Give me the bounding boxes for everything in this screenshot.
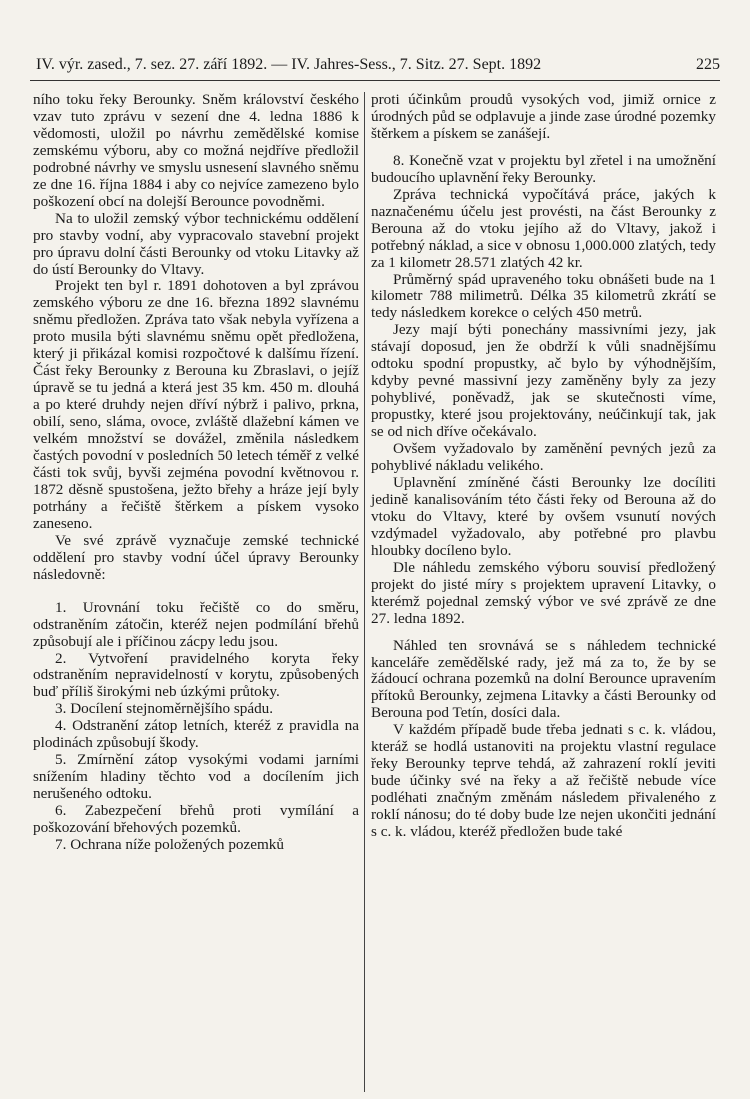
paragraph: Dle náhledu zemského výboru souvisí předložený projekt do jisté míry s projektem upravení Litavky, o kterémž pojednal zemský výbor ve své zprávě ze dne 27. ledna 1892. [371,558,716,627]
list-item: 7. Ochrana níže položených pozemků [55,835,284,853]
list-item: 4. Odstranění zátop letních, kteréž z pravidla na plodinách způsobují škody. [33,717,359,752]
list-item: 1. Urovnání toku řečiště co do směru, odstraněním zátočin, kteréž nejen podmílání břehů způsobují ale i příčinou zácpy ledu jsou. [33,598,359,650]
list-item: 6. Zabezpečení břehů proti vymílání a poškozování břehových pozemků. [33,802,359,837]
paragraph: Náhled ten srovnává se s náhledem technické kanceláře zemědělské rady, jež má za to, že by se žádoucí ochrana pozemků na dolní Berounce upravením přítoků Berounky, zejmena Litavky a části Berounky od Berouna pod Tetín, dosíci dala. [371,636,716,722]
paragraph: Jezy mají býti ponechány massivními jezy, jak stávají doposud, jen že obdrží k vůli snadnějšímu odtoku spodní propustky, ač bylo by výhodnějším, kdyby pevné massivní jezy zaměněny byly za jezy pohyblivé, poněvadž, jak se skutečnosti víme, propustky, které jsou projektovány, neúčinkují tak, jak se od nich dříve očekávalo. [371,321,716,441]
column-divider [364,92,365,1092]
paragraph: Ve své zprávě vyznačuje zemské technické oddělení pro stavby vodní účel úpravy Berounky následovně: [33,531,359,583]
paragraph: ního toku řeky Berounky. Sněm království českého vzav tuto zprávu v sezení dne 4. ledna 1886 k vědomosti, uložil po návrhu zemědělské komise zemskému výboru, aby co možná nejdříve předložil podrobné návrhy ve smyslu usnesení slavného sněmu ze dne 16. října 1884 i aby co nejvíce zamezeno bylo poškození obcí na dolejší Berounce povodněmi. [33,91,359,210]
paragraph: proti účinkům proudů vysokých vod, jimiž ornice z úrodných půd se odplavuje a jinde zase úrodné pozemky štěrkem a pískem se zanášejí. [371,91,716,142]
list-item: 8. Konečně vzat v projektu byl zřetel i na umožnění budoucího uplavnění řeky Berounky. [371,151,716,186]
page-number: 225 [696,56,720,73]
header-title: IV. výr. zased., 7. sez. 27. září 1892. — IV. Jahres-Sess., 7. Sitz. 27. Sept. 1892 [36,56,542,73]
header-rule [30,80,720,81]
paragraph: Uplavnění zmíněné části Berounky lze docíliti jedině kanalisováním této části řeky od Berouna až do vtoku do Vltavy, které by ovšem vsunutí nových vzdýmadel vyžadovalo, aby potřebné pro plavbu hloubky docíleno bylo. [371,473,716,559]
paragraph: Průměrný spád upraveného toku obnášeti bude na 1 kilometr 788 milimetrů. Délka 35 kilometrů zkrátí se tedy následkem korekce o celých 450 metrů. [371,270,716,322]
right-column [371,92,716,841]
left-column [33,92,359,854]
paragraph: V každém případě bude třeba jednati s c. k. vládou, kteráž se hodlá ustanoviti na projektu vlastní regulace řeky Berounky teprve tehdá, až zahrazení roklí jeviti bude účinky své na řeky a až řečiště nebude více podléhati značným změnám následem přivaleného z roklí nánosu; do té doby bude lze nejen ukončiti jednání s c. k. vládou, kteréž předložen bude také [371,721,716,841]
list-item: 2. Vytvoření pravidelného koryta řeky odstraněním nepravidelností v korytu, způsobených buď příliš širokými neb úzkými průtoky. [33,649,359,701]
paragraph: Projekt ten byl r. 1891 dohotoven a byl zprávou zemského výboru ze dne 16. března 1892 slavnému sněmu předložen. Zpráva tato však nebyla vyřízena a proto musila býti slavnému sněmu opět předložena, který ji přikázal komisi rozpočtové k dalšímu řízení. Část řeky Berounky z Berouna ku Zbraslavi, o jejíž úpravě se tu jedná a která jest 35 km. 450 m. dlouhá a po které druhdy nejen dříví nýbrž i palivo, prkna, obilí, seno, sláma, ovoce, zvláště dlažební kámen ve velkém množství se dovážel, změnila následkem častých povodní v posledních 50 letech téměř z velké části tok svůj, byvši zejména povodní květnovou r. 1872 děsně spustošena, ježto břehy a hráze její byly potrhány a řečiště štěrkem a pískem vysoko zaneseno. [33,277,359,532]
list-item: 5. Zmírnění zátop vysokými vodami jarními snížením hladiny těchto vod a docílením jich nerušeného odtoku. [33,751,359,803]
paragraph: Na to uložil zemský výbor technickému oddělení pro stavby vodní, aby vypracovalo stavební projekt pro úpravu dolní části Berounky od vtoku Litavky až do ústí Berounky do Vltavy. [33,209,359,278]
paragraph: Zpráva technická vypočítává práce, jakých k naznačenému účelu jest provésti, na část Berounky z Berouna až do vtoku jejího až do Vltavy, jakož i potřebný náklad, a sice v obnosu 1,000.000 zlatých, tedy za 1 kilometr 28.571 zlatých 42 kr. [371,185,717,271]
list-item: 3. Docílení stejnoměrnějšího spádu. [55,700,274,718]
running-header [30,54,720,76]
paragraph: Ovšem vyžadovalo by zaměnění pevných jezů za pohyblivé nákladu velikého. [371,440,716,475]
